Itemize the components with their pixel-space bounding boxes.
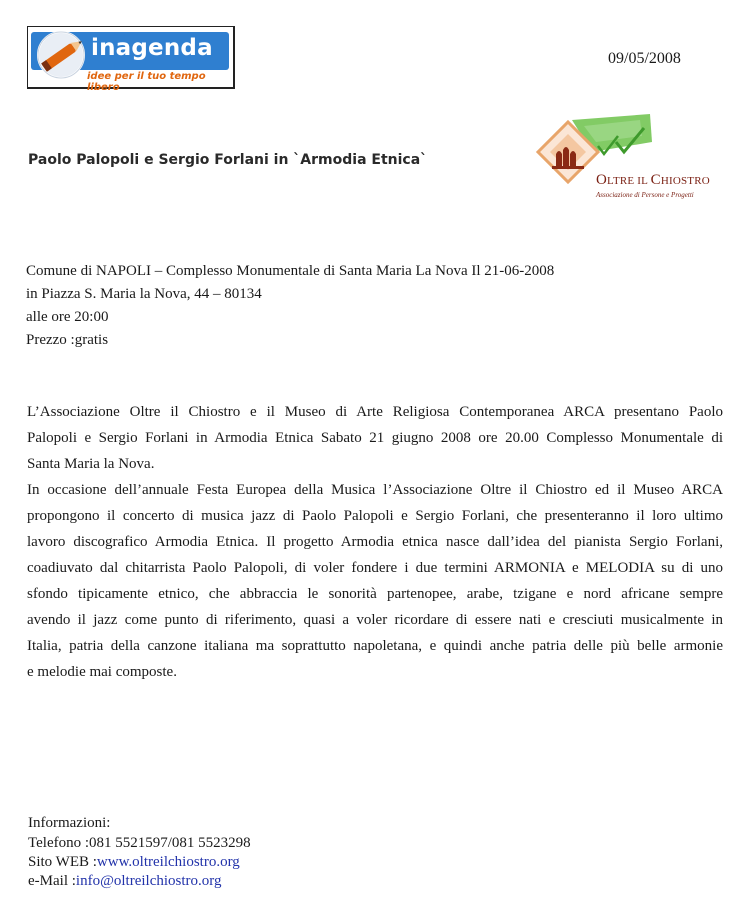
article-body (27, 399, 723, 685)
contact-info (28, 814, 251, 891)
website-row (28, 853, 251, 872)
phone-label: Telefono : (28, 835, 90, 851)
body-line: Palopoli e Sergio Forlani in Armodia Etnica Sabato 21 giugno 2008 ore 20.00 Complesso Monumentale di (27, 430, 723, 446)
body-line: L’Associazione Oltre il Chiostro e il Museo di Arte Religiosa Contemporanea ARCA presentano Paolo (27, 404, 723, 420)
email-row (28, 872, 251, 891)
event-price-line: Prezzo :gratis (26, 332, 109, 348)
body-line: sfondo tipicamente etnico, che abbraccia le sonorità partenopee, arabe, tzigane e nord africane sempre (27, 586, 723, 602)
event-info (26, 260, 554, 352)
phone-row (28, 834, 251, 853)
partner-name-part2: HIOSTRO (660, 175, 710, 187)
body-line: propongono il concerto di musica jazz di Paolo Palopoli e Sergio Forlani, che presenteranno il loro ultimo (27, 508, 723, 524)
body-line: coadiuvato dal chitarrista Paolo Palopoli, di voler fondere i due termini ARMONIA e MELODIA su di uno (27, 560, 723, 576)
contacts-heading: Informazioni: (28, 815, 111, 831)
website-label: Sito WEB : (28, 854, 97, 870)
body-line: Santa Maria la Nova. (27, 456, 155, 472)
body-line: In occasione dell’annuale Festa Europea della Musica l’Associazione Oltre il Chiostro ed il Museo ARCA (27, 482, 723, 498)
body-line: Italia, patria della canzone italiana ma soprattutto napoletana, e quindi anche patria delle più belle armonie (27, 638, 723, 654)
event-address-line: in Piazza S. Maria la Nova, 44 – 80134 (26, 286, 262, 302)
email-link[interactable]: info@oltreilchiostro.org (75, 873, 222, 889)
logo-tagline: idee per il tuo tempo libero (87, 71, 206, 93)
pencil-icon (35, 29, 91, 85)
email-label: e-Mail : (28, 873, 76, 889)
phone-value: 081 5521597/081 5523298 (89, 835, 251, 851)
body-line: avendo il jazz come punto di riferimento, quasi a voler ricordare di essere nati e cresciuti musicalmente in (27, 612, 723, 628)
oltre-il-chiostro-logo (532, 112, 710, 212)
partner-name-c: C (650, 172, 661, 188)
document-date: 09/05/2008 (608, 50, 681, 67)
event-time-line: alle ore 20:00 (26, 309, 109, 325)
website-link[interactable]: www.oltreilchiostro.org (96, 854, 240, 870)
partner-name-part1: LTRE IL (607, 175, 651, 187)
event-location-line: Comune di NAPOLI – Complesso Monumentale di Santa Maria La Nova Il 21-06-2008 (26, 263, 555, 279)
partner-name-o: O (596, 172, 608, 188)
inagenda-logo (27, 26, 234, 93)
body-line: lavoro discografico Armodia Etnica. Il progetto Armodia etnica nasce dall’idea del pianista Sergio Forlani, (27, 534, 723, 550)
body-line: e melodie mai composte. (27, 664, 177, 680)
paragraph-description (27, 477, 723, 685)
paragraph-intro (27, 399, 723, 477)
partner-subtitle: Associazione di Persone e Progetti (596, 191, 694, 199)
page-title: Paolo Palopoli e Sergio Forlani in `Armodia Etnica` (28, 152, 428, 168)
partner-name (596, 172, 710, 189)
logo-brand: inagenda (91, 35, 213, 61)
